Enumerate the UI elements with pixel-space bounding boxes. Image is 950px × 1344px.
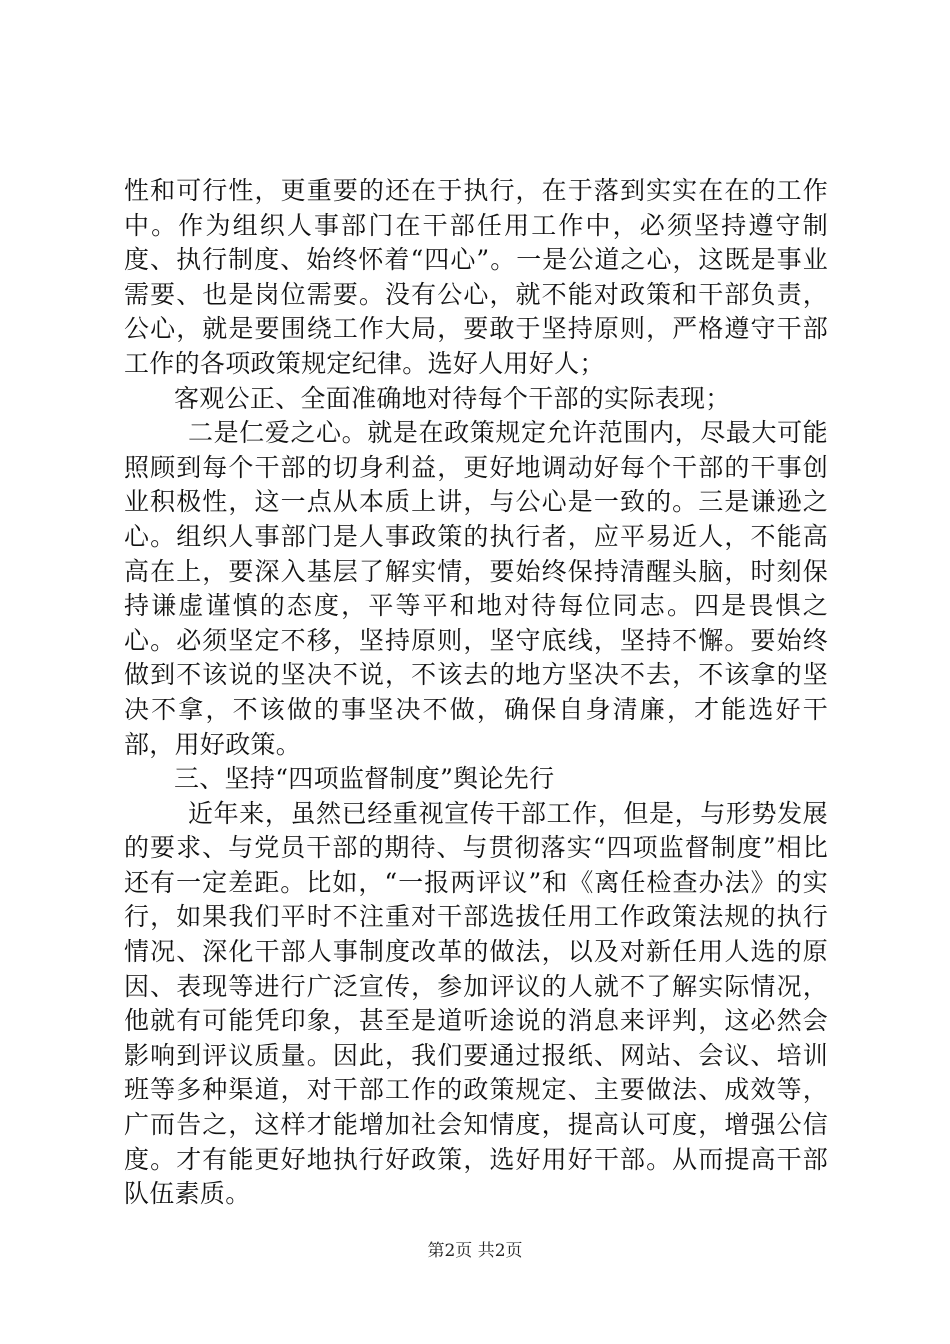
document-body: [124, 174, 828, 1212]
paragraph-publicity: 近年来，虽然已经重视宣传干部工作，但是，与形势发展的要求、与党员干部的期待、与贯彻落实“四项监督制度”相比还有一定差距。比如，“一报两评议”和《离任检查办法》的实行，如果我们平时不注重对干部选拔任用工作政策法规的执行情况、深化干部人事制度改革的做法，以及对新任用人选的原因、表现等进行广泛宣传，参加评议的人就不了解实际情况，他就有可能凭印象，甚至是道听途说的消息来评判，这必然会影响到评议质量。因此，我们要通过报纸、网站、会议、培训班等多种渠道，对干部工作的政策规定、主要做法、成效等，广而告之，这样才能增加社会知情度，提高认可度，增强公信度。才有能更好地执行好政策，选好用好干部。从而提高干部队伍素质。: [124, 798, 828, 1209]
paragraph-objective: 客观公正、全面准确地对待每个干部的实际表现；: [174, 383, 731, 413]
section-heading: 三、坚持“四项监督制度”舆论先行: [174, 764, 555, 794]
paragraph-continuation: 性和可行性，更重要的还在于执行，在于落到实实在在的工作中。作为组织人事部门在干部任用工作中，必须坚持遵守制度、执行制度、始终怀着“四心”。一是公道之心，这既是事业需要、也是岗位需要。没有公心，就不能对政策和干部负责，公心，就是要围绕工作大局，要敢于坚持原则，严格遵守干部工作的各项政策规定纪律。选好人用好人；: [124, 176, 828, 378]
paragraph-four-hearts: 二是仁爱之心。就是在政策规定允许范围内，尽最大可能照顾到每个干部的切身利益，更好地调动好每个干部的干事创业积极性，这一点从本质上讲，与公心是一致的。三是谦逊之心。组织人事部门是人事政策的执行者，应平易近人，不能高高在上，要深入基层了解实情，要始终保持清醒头脑，时刻保持谦虚谨慎的态度，平等平和地对待每位同志。四是畏惧之心。必须坚定不移，坚持原则，坚守底线，坚持不懈。要始终做到不该说的坚决不说，不该去的地方坚决不去，不该拿的坚决不拿，不该做的事坚决不做，确保自身清廉，才能选好干部，用好政策。: [124, 418, 828, 759]
page-footer: 第2页 共2页: [427, 1241, 523, 1261]
